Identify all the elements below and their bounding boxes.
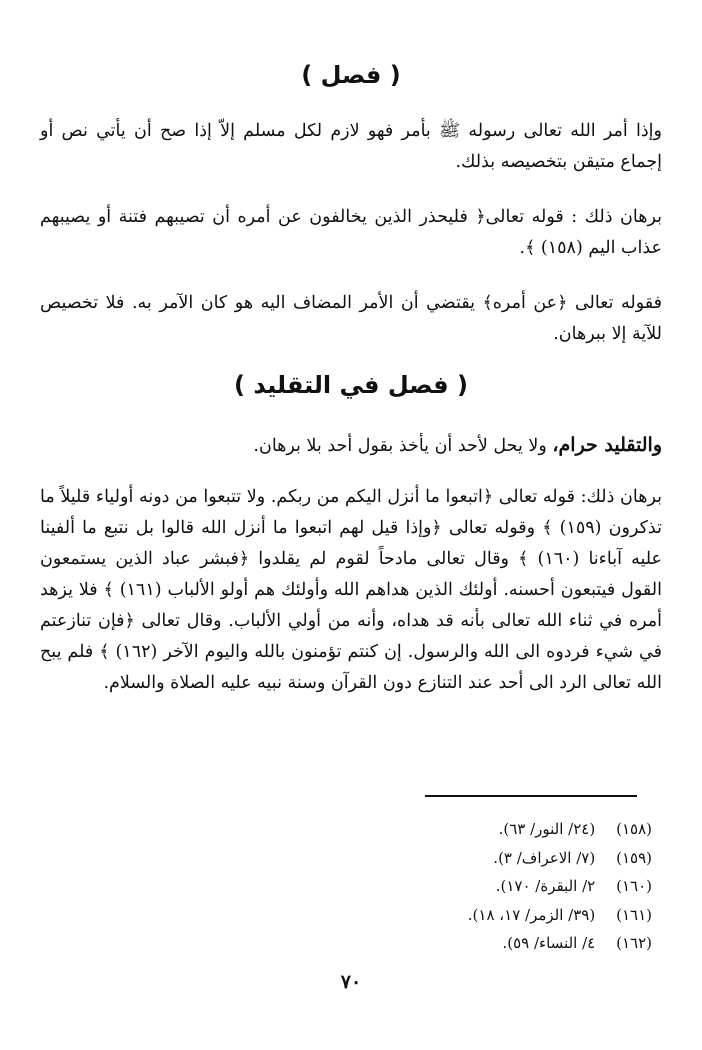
footnote-item xyxy=(332,929,652,958)
footnote-item xyxy=(332,872,652,901)
page-number: ٧٠ xyxy=(340,971,362,993)
footnote-number: (١٦١) xyxy=(616,905,652,924)
footnote-number: (١٦٠) xyxy=(616,877,652,895)
footnote-text: ٢/ البقرة/ ١٧٠). xyxy=(495,877,596,895)
footnote-text: (٣٩/ الزمر/ ١٧، ١٨). xyxy=(467,905,596,924)
paragraph-command-binding: وإذا أمر الله تعالى رسوله ﷺ بأمر فهو لازم لكل مسلم إلاّ إذا صح أن يأتي نص أو إجماع متيقن بتخصيصه بذلك. xyxy=(40,121,662,172)
paragraph-proof-explanation: فقوله تعالى ﴿عن أمره﴾ يقتضي أن الأمر المضاف اليه هو كان الآمر به. فلا تخصيص للآية إلا ببرهان. xyxy=(40,293,662,344)
footnote-text: (٢٤/ النور/ ٦٣). xyxy=(498,820,596,838)
section-title-taqlid: ( فصل في التقليد ) xyxy=(234,371,468,399)
paragraph-taqlid-proof: برهان ذلك: قوله تعالى ﴿اتبعوا ما أنزل اليكم من ربكم. ولا تتبعوا من دونه أولياء قليلاً ما تذكرون (١٥٩) ﴾ وقوله تعالى ﴿وإذا قيل لهم اتبعوا ما أنزل الله قالوا بل نتبع ما ألفينا عليه آباءنا (١٦٠) ﴾ وقال تعالى مادحاً لقوم لم يقلدوا ﴿فبشر عباد الذين يستمعون القول فيتبعون أحسنه. أولئك الذين هداهم الله وأولئك هم أولو الألباب (١٦١) ﴾ فلا يزهد أمره في ثناء الله تعالى بأنه قد هداه، وأنه من أولي الألباب. وقال تعالى ﴿فإن تنازعتم في شيء فردوه الى الله والرسول. إن كنتم تؤمنون بالله واليوم الآخر (١٦٢) ﴾ فلم يبح الله تعالى الرد الى أحد عند التنازع دون القرآن وسنة نبيه عليه الصلاة والسلام. xyxy=(40,487,662,693)
footnote-text: ٤/ النساء/ ٥٩). xyxy=(502,934,596,952)
footnote-number: (١٦٢) xyxy=(616,934,652,952)
paragraph-taqlid-ruling xyxy=(40,430,662,462)
section-title-fasl: ( فصل ) xyxy=(301,61,401,89)
paragraph-proof-verse: برهان ذلك : قوله تعالى﴿ فليحذر الذين يخالفون عن أمره أن تصيبهم فتنة أو يصيبهم عذاب اليم (١٥٨) ﴾. xyxy=(40,207,662,258)
footnote-item xyxy=(332,815,652,844)
footnote-number: (١٥٩) xyxy=(616,848,652,867)
taqlid-lead-bold: والتقليد حرام، xyxy=(552,434,662,456)
footnotes-list xyxy=(332,815,652,958)
footnote-text: (٧/ الاعراف/ ٣). xyxy=(493,848,596,867)
footnote-item xyxy=(332,901,652,930)
footnote-divider xyxy=(425,795,637,797)
taqlid-lead-rest: ولا يحل لأحد أن يأخذ بقول أحد بلا برهان. xyxy=(253,436,553,456)
footnote-number: (١٥٨) xyxy=(616,820,652,838)
footnote-item xyxy=(332,844,652,873)
